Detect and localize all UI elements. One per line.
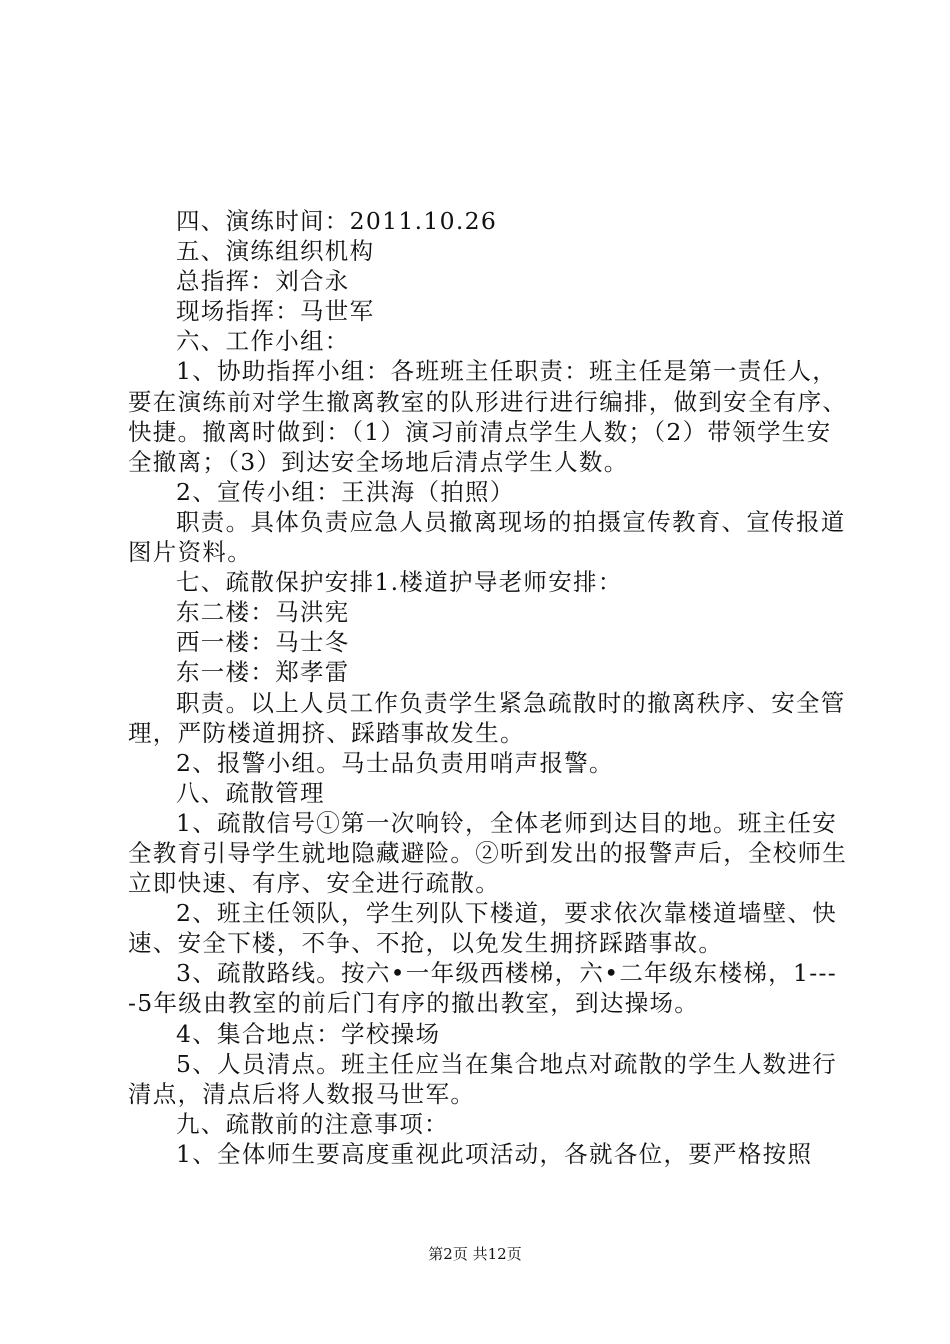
paragraph: 2、宣传小组：王洪海（拍照） [176,477,515,506]
paragraph: 职责。具体负责应急人员撤离现场的拍摄宣传教育、宣传报道图片资料。 [128,507,846,567]
paragraph: 现场指挥：马世军 [176,297,375,326]
section-heading: 七、疏散保护安排1.楼道护导老师安排： [176,568,623,597]
section-heading: 八、疏散管理 [176,778,325,807]
paragraph: 职责。以上人员工作负责学生紧急疏散时的撤离秩序、安全管理，严防楼道拥挤、踩踏事故发生。 [128,688,846,747]
paragraph: 1、协助指挥小组：各班班主任职责：班主任是第一责任人，要在演练前对学生撤离教室的队形进行进行编排，做到安全有序、快捷。撤离时做到：（1）演习前清点学生人数；（2）带领学生安全撤离；（3）到达安全场地后清点学生人数。 [128,357,848,476]
paragraph: 东一楼：郑孝雷 [176,658,350,687]
paragraph: 1、全体师生要高度重视此项活动，各就各位，要严格按照 [176,1139,813,1168]
paragraph: 1、疏散信号①第一次响铃，全体老师到达目的地。班主任安全教育引导学生就地隐藏避险。②听到发出的报警声后，全校师生立即快速、有序、安全进行疏散。 [128,808,848,898]
page-number-footer: 第2页 共12页 [428,1245,522,1263]
section-heading: 五、演练组织机构 [176,237,375,266]
paragraph: 3、疏散路线。按六•一年级西楼梯，六•二年级东楼梯，1----5年级由教室的前后门有序的撤出教室，到达操场。 [128,959,837,1018]
section-heading: 九、疏散前的注意事项： [176,1109,449,1138]
paragraph: 2、班主任领队，学生列队下楼道，要求依次靠楼道墙壁、快速、安全下楼，不争、不抢，以免发生拥挤踩踏事故。 [128,899,838,958]
paragraph: 总指挥：刘合永 [176,267,350,296]
document-body [128,206,848,1169]
paragraph: 5、人员清点。班主任应当在集合地点对疏散的学生人数进行清点，清点后将人数报马世军。 [128,1049,838,1108]
section-heading: 六、工作小组： [176,327,350,356]
paragraph: 四、演练时间：2011.10.26 [176,207,498,235]
paragraph: 2、报警小组。马士品负责用哨声报警。 [176,748,614,777]
paragraph: 东二楼：马洪宪 [176,598,350,627]
paragraph: 4、集合地点：学校操场 [176,1019,441,1048]
paragraph: 西一楼：马士冬 [176,628,350,657]
